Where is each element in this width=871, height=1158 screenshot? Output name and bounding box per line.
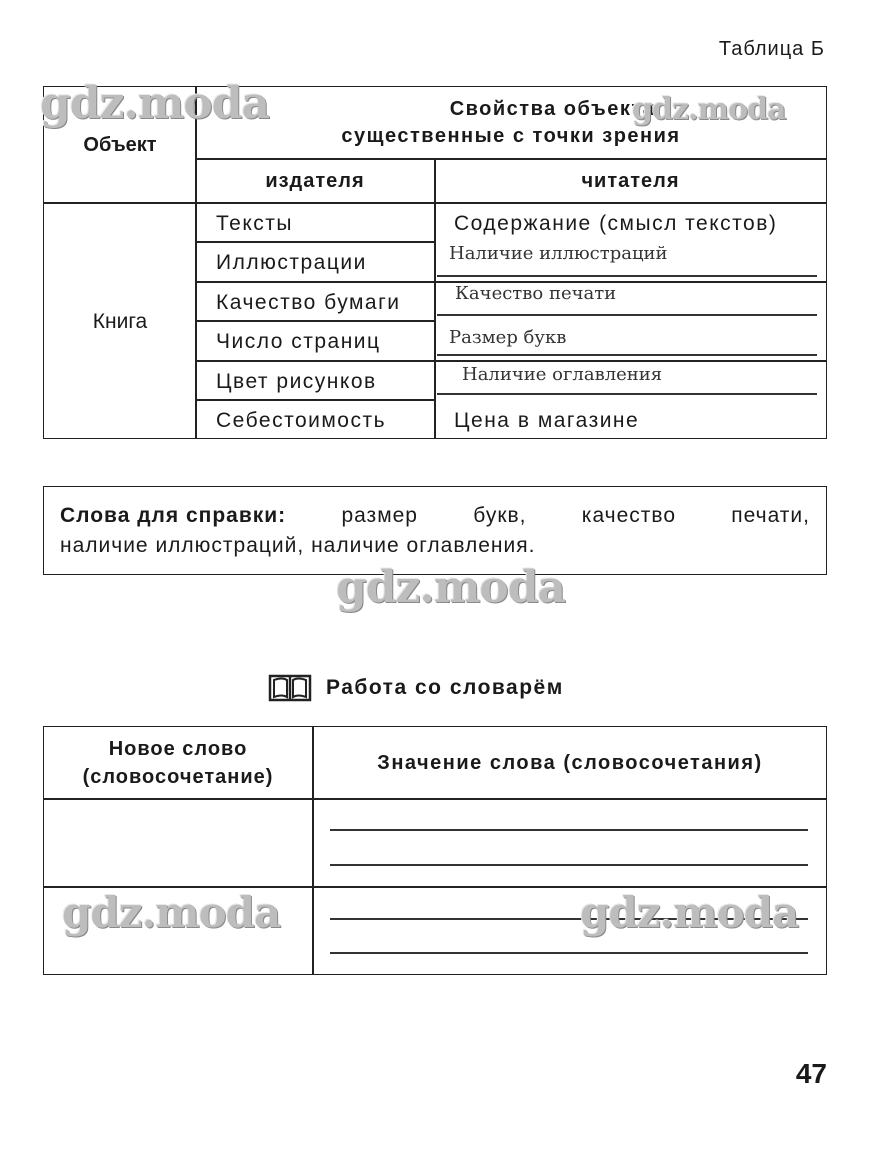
properties-table — [43, 86, 827, 439]
answer-underline — [437, 354, 817, 356]
answer-underline — [437, 275, 817, 277]
watermark: gdz.moda — [40, 78, 270, 129]
object-header: Объект — [83, 133, 157, 156]
reference-word: букв, — [473, 504, 527, 527]
publisher-column-header: издателя — [265, 169, 365, 192]
reference-line-2: наличие иллюстраций, наличие оглавления. — [60, 534, 536, 557]
publisher-cell: Иллюстрации — [216, 250, 367, 274]
reader-handwritten-answer: Размер букв — [449, 327, 567, 348]
table-caption: Таблица Б — [718, 38, 825, 60]
reference-label: Слова для справки: — [60, 504, 287, 527]
reader-cell: Цена в магазине — [454, 408, 640, 432]
reference-word: печати, — [731, 504, 810, 527]
watermark: gdz.moda — [62, 888, 281, 937]
object-cell: Книга — [92, 309, 148, 333]
properties-header-line1: Свойства объекта, — [449, 98, 663, 120]
watermark: gdz.moda — [632, 92, 786, 127]
watermark: gdz.moda — [580, 888, 799, 937]
reference-word: качество — [581, 504, 677, 527]
new-word-header-line2: (словосочетание) — [82, 766, 274, 788]
reference-word: размер — [341, 504, 418, 527]
dictionary-table — [43, 726, 827, 975]
reader-handwritten-answer: Наличие оглавления — [462, 364, 663, 385]
publisher-cell: Себестоимость — [216, 408, 387, 432]
new-word-header — [44, 727, 312, 799]
reader-column-header: читателя — [581, 169, 680, 192]
meaning-header: Значение слова (словосочетания) — [377, 751, 763, 774]
watermark: gdz.moda — [336, 562, 566, 613]
book-icon — [268, 672, 312, 704]
properties-header-line2: существенные с точки зрения — [341, 125, 681, 147]
reader-handwritten-answer: Качество печати — [455, 283, 617, 304]
reader-cell: Содержание (смысл текстов) — [454, 211, 778, 235]
publisher-cell: Число страниц — [216, 329, 381, 353]
dictionary-title-text: Работа со словарём — [326, 676, 564, 699]
answer-underline — [437, 314, 817, 316]
publisher-cell: Тексты — [216, 211, 293, 235]
dictionary-title — [268, 672, 564, 704]
reader-handwritten-answer: Наличие иллюстраций — [449, 243, 668, 264]
publisher-cell: Цвет рисунков — [216, 369, 377, 393]
writing-line[interactable] — [330, 952, 808, 954]
page-number: 47 — [795, 1058, 827, 1089]
writing-line[interactable] — [330, 829, 808, 831]
publisher-cell: Качество бумаги — [216, 290, 401, 314]
answer-underline — [437, 393, 817, 395]
new-word-header-line1: Новое слово — [108, 738, 248, 760]
writing-line[interactable] — [330, 864, 808, 866]
